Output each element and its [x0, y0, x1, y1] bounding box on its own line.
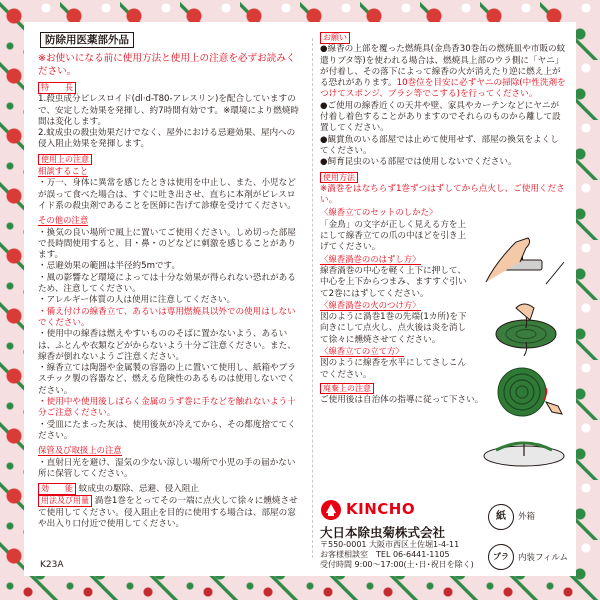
step4-text: 図のように線香を水平にしてさしこんでください。: [320, 358, 467, 380]
disposal-text: ご使用後は自治体の指導に従って下さい。: [320, 395, 484, 406]
step3-label: 〈線香渦巻の火のつけ方〉: [320, 299, 421, 310]
product-category-title: 防除用医薬部外品: [40, 32, 134, 48]
consult-label: 相談すること: [38, 166, 89, 177]
company-name: 大日本除虫菊株式会社: [320, 525, 446, 540]
request-item-4: ●飼育昆虫のいる部屋では使用しないでください。: [320, 157, 517, 168]
features-item-1: 1.殺虫成分ピレスロイド(dl·d-T80-アレスリン)を配合していますので、安定した効果を発揮し、約7時間有効です。※環境により燃焼時間は変化します。: [38, 94, 300, 127]
storage-text: ・直射日光を避け、湿気の少ない涼しい場所で小児の手の届かない所に保管してください。: [38, 457, 296, 479]
left-column: [38, 52, 303, 530]
holder-setup-illustration: [476, 232, 572, 292]
request-item-2: ●ご使用の線香近くの天井や壁、家具やカーテンなどにヤニが付着し着色することがありますのでそれらのものから離して設置してください。: [320, 100, 561, 134]
plastic-recycle-icon: プラ: [488, 544, 514, 570]
dosage-label: 用法及び用量: [38, 495, 92, 507]
request-item-1b: 10巻位を目安に必ずヤニの掃除(中性洗剤をつけてスポンジ、ブラシ等でこする)を行ってください。: [320, 78, 566, 100]
usage-warning: ※お使いになる前に使用方法と使用上の注意を必ずお読みください。: [38, 53, 296, 77]
efficacy-text: 蚊成虫の駆除、忌避、侵入阻止: [78, 484, 200, 495]
coil-separate-illustration: [476, 300, 572, 360]
features-item-2: 2.蚊成虫の殺虫効果だけでなく、屋外における忌避効果、屋内への侵入阻止効果を発揮します。: [38, 128, 296, 150]
brand-name: KINCHO: [346, 500, 416, 518]
step4-label: 〈線香立ての立て方〉: [320, 346, 404, 357]
other-note-6: ・使用中の線香は燃えやすいもののそばに置かないよう、あるいは、ふとんや衣類などがからないよう十分ご注意ください。また、線香が倒れないようご注意ください。: [38, 329, 296, 362]
features-label: 特 長: [38, 82, 76, 94]
step3-text: 図のように渦巻1巻の先端(1カ所)を下向きにして点火し、点火後は炎を消して徐々に燻焼させてください。: [320, 312, 467, 345]
coil-lighting-illustration: [476, 362, 572, 420]
step2-label: 〈線香渦巻ののはずし方〉: [320, 253, 421, 264]
other-note-4: ・アレルギー体質の人は使用に注意してください。: [38, 295, 236, 306]
paper-recycle-icon: 紙: [488, 504, 514, 530]
column-divider: [312, 38, 313, 558]
other-note-8: ・使用中や使用後しばらく金属のうず巻に手などを触れないよう十分ご注意ください。: [38, 397, 296, 419]
other-note-1: ・換気の良い場所で風上に置いてご使用ください。しめ切った部屋で長時間使用すると、目・鼻・のどなどに刺激を感じることがあります。: [38, 227, 296, 261]
other-note-3: ・風の影響など環境によっては十分な効果が得られない恐れがあるため、注意してください。: [38, 272, 296, 295]
request-label: お願い: [320, 32, 350, 44]
step2-text: 線香渦巻の中心を軽く上下に押して、中心を上下からつまみ、ますすぐ引いて2巻にはずしてください。: [320, 265, 467, 299]
other-note-2: ・忌避効果の範囲は半径約5mです。: [38, 261, 181, 272]
disposal-label: 廃棄上の注意: [320, 383, 374, 395]
other-note-9: ・受皿にたまった灰は、使用後灰が冷えてから、その都度捨ててください。: [38, 419, 296, 441]
storage-label: 保管及び取扱上の注意: [38, 445, 122, 456]
customer-support-phone: お客様相談室 TEL 06-6441-1105: [320, 550, 450, 559]
precautions-label: 使用上の注意: [38, 154, 92, 166]
support-hours: 受付時間 9:00〜17:00(土･日･祝日を除く): [320, 560, 474, 569]
efficacy-label: 効 能: [38, 483, 76, 495]
other-note-5: ・備え付けの線香立て、あるいは専用燃焼具以外での使用はしないでください。: [38, 306, 296, 328]
paper-recycle-label: 外箱: [518, 512, 536, 522]
usage-method-label: 使用方法: [320, 172, 358, 184]
other-notes-label: その他の注意: [38, 215, 89, 226]
consult-text: ・万一、身体に異常を感じたときは使用を中止し、また、小児などが誤って食べた場合は、すぐに吐き出させ、直ちに本剤がピレスロイド系の殺虫剤であることを医師に告げて診療を受けてください。: [38, 178, 296, 211]
dosage-text: 渦巻1巻をとってその一端に点火して徐々に燻焼させて使用してください。侵入阻止を目的に使用する場合は、部屋の窓や出入り口付近で使用してください。: [38, 496, 298, 529]
other-note-7: ・線香立ては陶器や金属製の容器の上に置いて使用し、紙箱やプラスチック製の容器など、燃える危険性のあるものは使用しないでください。: [38, 363, 296, 396]
company-address: 〒550-0001 大阪市西区土佐堀1-4-11: [320, 540, 460, 549]
usage-method-note: ※渦巻をはなちらず1巻ずつはずしてから点火し、ご使用ください。: [320, 183, 565, 206]
request-item-3: ●観賞魚のいる部屋では止めて使用せず、部屋の換気をよくしてください。: [320, 134, 559, 156]
label-sheet: [24, 22, 576, 576]
plastic-recycle-label: 内装フィルム: [518, 553, 568, 563]
step1-text: 「金鳥」の文字が正しく見える方を上にして線香立ての爪の中ほどを引き上げてください。: [320, 219, 467, 253]
holder-stand-illustration: [476, 426, 572, 472]
product-code: K23A: [40, 560, 64, 570]
kincho-logo-icon: [320, 499, 342, 521]
request-item-1a: ●線香の上部を覆った燃焼具(金鳥香30巻缶の燃焼皿や市販の蚊遣りブタ等)を使われる場合は、燃焼具上部のウラ側に「ヤニ」が付着し、その落下によって線香の火が消えたり逆に燃え上がる恐れがあります。: [320, 44, 566, 89]
step1-label: 〈線香立てのセットのしかた〉: [320, 207, 438, 218]
